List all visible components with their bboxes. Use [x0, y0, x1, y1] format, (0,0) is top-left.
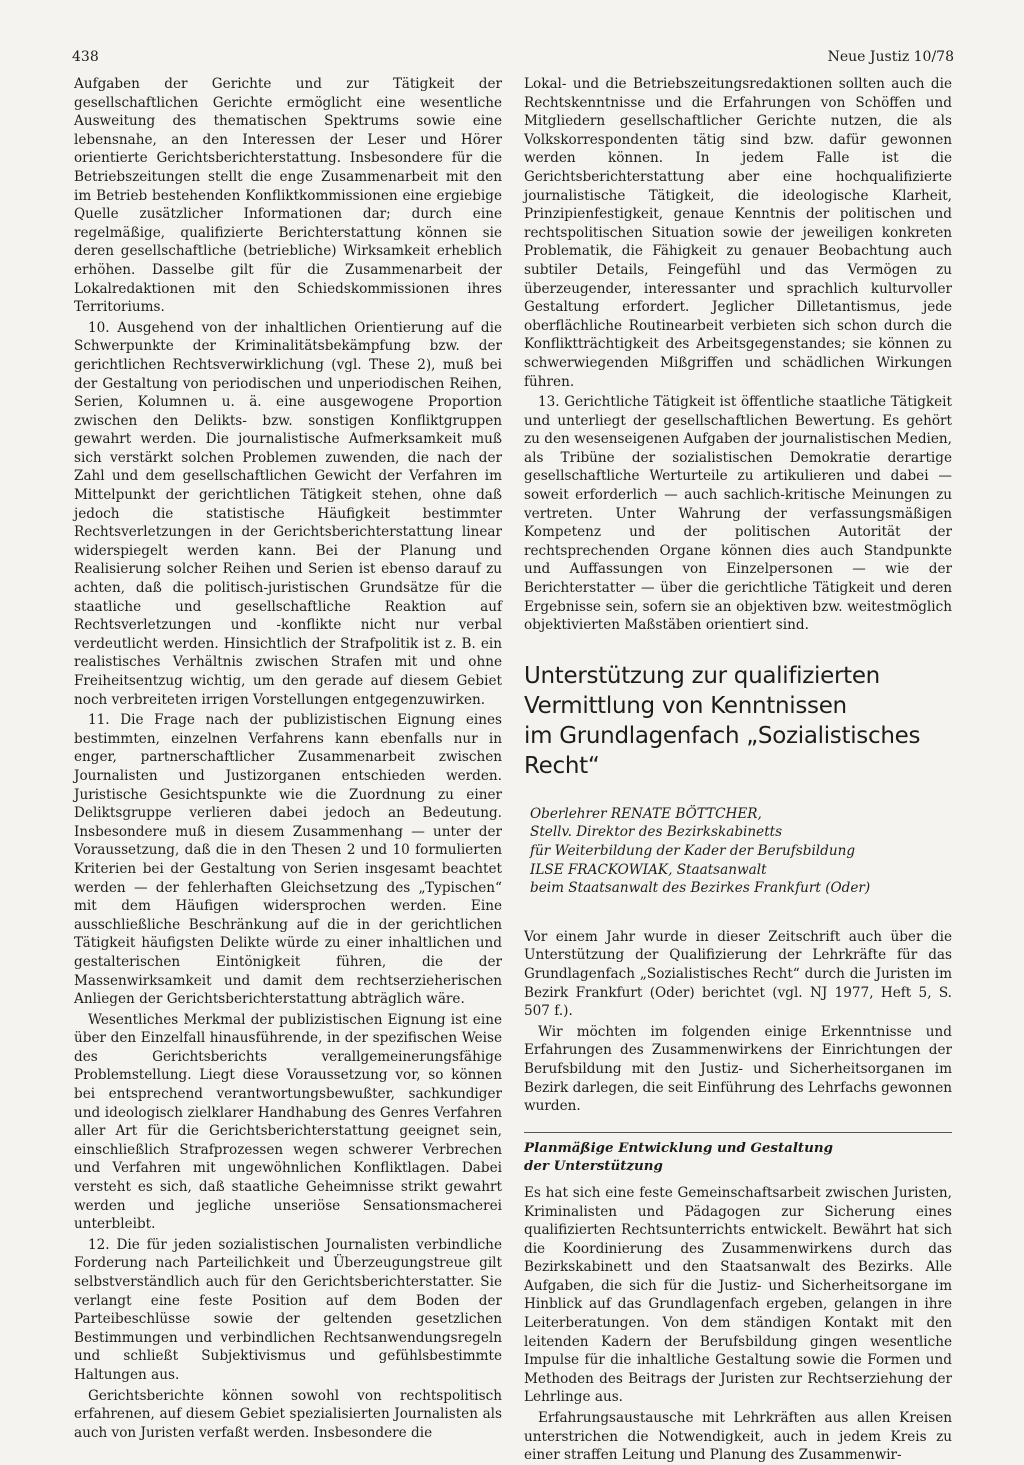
paragraph: Es hat sich eine feste Gemeinschaftsarbeit zwischen Juristen, Kriminalisten und Pädagogen zur Sicherung eines qualifizierten Rechtsunterrichts entwickelt. Bewährt hat sich die Koordinierung des Zusammenwirkens durch das Bezirkskabinett und den Staatsanwalt des Bezirks. Alle Aufgaben, die sich für die Justiz- und Sicherheitsorgane im Hinblick auf das Grundlagenfach ergeben, gelangen in ihre Leiterberatungen. Von dem ständigen Kontakt mit den leitenden Kadern der Berufsbildung gingen wesentliche Impulse für die inhaltliche Gestaltung sowie die Formen und Methoden des Beitrags der Juristen zur Rechtserziehung der Lehrlinge aus. [524, 1184, 952, 1406]
paragraph: Lokal- und die Betriebszeitungsredaktionen sollten auch die Rechtskenntnisse und die Erfahrungen von Schöffen und Mitgliedern gesellschaftlicher Gerichte nutzen, die als Volkskorrespondenten tätig sind bzw. dafür gewonnen werden können. In jedem Falle ist die Gerichtsberichterstattung aber eine hochqualifizierte journalistische Tätigkeit, die ideologische Klarheit, Prinzipienfestigkeit, genaue Kenntnis der politischen und rechtspolitischen Situation sowie der jeweiligen konkreten Problematik, die Fähigkeit zu genauer Beobachtung auch subtiler Details, Feingefühl und das Vermögen zu überzeugender, interessanter und sprachlich kulturvoller Gestaltung erfordert. Jeglicher Dilletantismus, jede oberflächliche Routinearbeit verbieten sich schon durch die Konfliktträchtigkeit des Arbeitsgegenstandes; sie können zu schwerwiegenden Mißgriffen und schädlichen Wirkungen führen. [524, 76, 952, 390]
author-line: ILSE FRACKOWIAK, Staatsanwalt [530, 861, 767, 878]
right-column [524, 75, 952, 1465]
paragraph: Gerichtsberichte können sowohl von rechtspolitisch erfahrenen, auf diesem Gebiet spezialisierten Journalisten als auch von Juristen verfaßt werden. Insbesondere die [74, 1387, 502, 1441]
journal-issue: Neue Justiz 10/78 [827, 49, 954, 65]
paragraph: 11. Die Frage nach der publizistischen Eignung eines bestimmten, einzelnen Verfahrens kann ebenfalls nur in enger, partnerschaftlicher Zusammenarbeit zwischen Journalisten und Justizorganen entschieden werden. Juristische Gesichtspunkte wie die Zuordnung zu einer Deliktsgruppe verlieren dabei jedoch an Bedeutung. Insbesondere muß in diesem Zusammenhang — unter der Voraussetzung, daß die in den Thesen 2 und 10 formulierten Kriterien bei der Gestaltung von Serien insgesamt beachtet werden — der fehlerhaften Gleichsetzung des „Typischen“ mit dem Häufigen widersprochen werden. Eine ausschließliche Beschränkung auf die in der gerichtlichen Tätigkeit häufigsten Delikte würde zu einer inhaltlichen und gestalterischen Eintönigkeit führen, die der Massenwirksamkeit und damit dem rechtserzieherischen Anliegen der Gerichtsberichterstattung abträglich wäre. [74, 712, 502, 1008]
article-title-line: Vermittlung von Kenntnissen [524, 692, 847, 719]
paragraph: Vor einem Jahr wurde in dieser Zeitschrift auch über die Unterstützung der Qualifizierung der Lehrkräfte für das Grundlagenfach „Sozialistisches Recht“ durch die Juristen im Bezirk Frankfurt (Oder) berichtet (vgl. NJ 1977, Heft 5, S. 507 f.). [524, 928, 952, 1020]
page-header [72, 46, 954, 68]
article-title [524, 661, 952, 781]
article-title-line: im Grundlagenfach „Sozialistisches Recht“ [524, 722, 921, 779]
author-line: für Weiterbildung der Kader der Berufsbildung [530, 843, 856, 859]
paragraph: 10. Ausgehend von der inhaltlichen Orientierung auf die Schwerpunkte der Kriminalitätsbekämpfung bzw. der gerichtlichen Rechtsverwirklichung (vgl. These 2), muß bei der Gestaltung von periodischen und unperiodischen Reihen, Serien, Kolumnen u. ä. eine ausgewogene Proportion zwischen den Delikts- bzw. sonstigen Konfliktgruppen gewahrt werden. Die journalistische Aufmerksamkeit muß sich verstärkt solchen Problemen zuwenden, die nach der Zahl und dem gesellschaftlichen Gewicht der Verfahren im Mittelpunkt der gerichtlichen Tätigkeit stehen, ohne daß jedoch die statistische Häufigkeit bestimmter Rechtsverletzungen in der Gerichtsberichterstattung linear widerspiegelt werden kann. Bei der Planung und Realisierung solcher Reihen und Serien ist ebenso darauf zu achten, daß die politisch-juristischen Grundsätze für die staatliche und gesellschaftliche Reaktion auf Rechtsverletzungen und -konflikte nicht nur verbal verdeutlicht werden. Hinsichtlich der Strafpolitik ist z. B. ein realistisches Verhältnis zwischen Strafen mit und ohne Freiheitsentzug wichtig, um den gerade auf diesem Gebiet noch verbreiteten irrigen Vorstellungen entgegenzuwirken. [74, 319, 502, 708]
author-line: Oberlehrer RENATE BÖTTCHER, [530, 805, 762, 822]
article-authors [530, 805, 952, 898]
page-number: 438 [72, 49, 99, 65]
paragraph: Wesentliches Merkmal der publizistischen Eignung ist eine über den Einzelfall hinausführende, in der spezifischen Weise des Gerichtsberichts verallgemeinerungsfähige Problemstellung. Liegt diese Voraussetzung vor, so können bei entsprechend verantwortungsbewußter, sachkundiger und ideologisch zielklarer Handhabung des Genres Verfahren aller Art für die Gerichtsberichterstattung geeignet sein, einschließlich Strafprozessen wegen schwerer Verbrechen und Verfahren mit ungewöhnlichen Konfliktlagen. Dabei versteht es sich, daß staatliche Geheimnisse strikt gewahrt werden und jegliche unseriöse Sensationsmacherei unterbleibt. [74, 1011, 502, 1233]
paragraph: Erfahrungsaustausche mit Lehrkräften aus allen Kreisen unterstrichen die Notwendigkeit, auch in jedem Kreis zu einer straffen Leitung und Planung des Zusammenwir- [524, 1410, 952, 1464]
author-line: Stellv. Direktor des Bezirkskabinetts [530, 824, 783, 841]
left-column [74, 75, 502, 1442]
paragraph: Aufgaben der Gerichte und zur Tätigkeit der gesellschaftlichen Gerichte ermöglicht eine wesentliche Ausweitung des thematischen Spektrums sowie eine lebensnahe, an den Interessen der Leser und Hörer orientierte Gerichtsberichterstattung. Insbesondere für die Betriebszeitungen stellt die enge Zusammenarbeit mit den im Betrieb bestehenden Konfliktkommissionen eine ergiebige Quelle zusätzlicher Informationen dar; durch eine regelmäßige, qualifizierte Berichterstattung können sie deren gesellschaftliche (betriebliche) Wirksamkeit erheblich erhöhen. Dasselbe gilt für die Zusammenarbeit der Lokalredaktionen mit den Schiedskommissionen ihres Territoriums. [74, 76, 502, 316]
subheading-line: der Unterstützung [524, 1158, 663, 1175]
paragraph: 13. Gerichtliche Tätigkeit ist öffentliche staatliche Tätigkeit und unterliegt der gesellschaftlichen Bewertung. Es gehört zu den wesenseigenen Aufgaben der journalistischen Medien, als Tribüne der sozialistischen Demokratie derartige gesellschaftliche Werturteile zu artikulieren und dabei — soweit erforderlich — auch sachlich-kritische Meinungen zu vertreten. Unter Wahrung der verfassungsmäßigen Kompetenz und der politischen Autorität der rechtsprechenden Organe können dies auch Standpunkte und Auffassungen von Einzelpersonen — wie der Berichterstatter — über die gerichtliche Tätigkeit und deren Ergebnisse sein, sofern sie an objektiven bzw. weitestmöglich objektivierten Maßstäben orientiert sind. [524, 394, 952, 634]
author-line: beim Staatsanwalt des Bezirkes Frankfurt (Oder) [530, 880, 871, 897]
article-title-line: Unterstützung zur qualifizierten [524, 662, 880, 689]
paragraph: 12. Die für jeden sozialistischen Journalisten verbindliche Forderung nach Parteilichkeit und Überzeugungstreue gilt selbstverständlich auch für den Gerichtsberichterstatter. Sie verlangt eine feste Position auf dem Boden der Parteibeschlüsse sowie der geltenden gesetzlichen Bestimmungen und verbindlichen Rechtsanwendungsregeln und schließt Subjektivismus und gefühlsbestimmte Haltungen aus. [74, 1236, 502, 1383]
section-subheading [524, 1132, 952, 1176]
subheading-line: Planmäßige Entwicklung und Gestaltung [524, 1139, 833, 1156]
paragraph: Wir möchten im folgenden einige Erkenntnisse und Erfahrungen des Zusammenwirkens der Einrichtungen der Berufsbildung mit den Justiz- und Sicherheitsorganen im Bezirk darlegen, die seit Einführung des Lehrfachs gewonnen wurden. [524, 1023, 952, 1115]
